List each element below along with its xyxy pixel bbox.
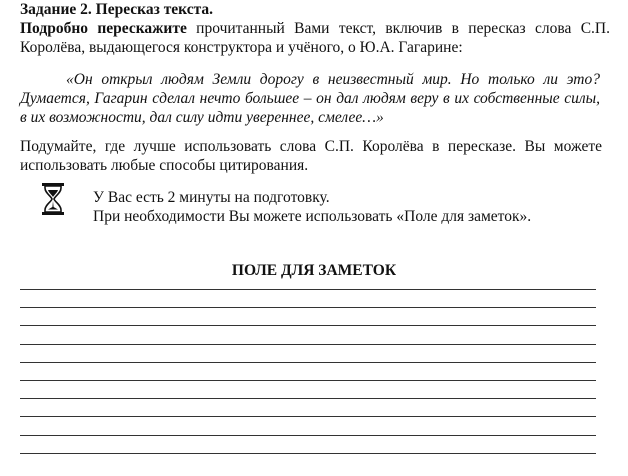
- hourglass-icon: [40, 182, 66, 216]
- timer-note: [93, 188, 531, 226]
- notes-line: [20, 398, 596, 399]
- notes-field[interactable]: [20, 289, 596, 471]
- notes-line: [20, 362, 596, 363]
- instruction-emphasis: Подробно перескажите: [20, 20, 187, 37]
- timer-line-notes: При необходимости Вы можете использовать «Поле для заметок».: [93, 208, 532, 225]
- citation-note: Подумайте, где лучше использовать слова С.П. Королёва в пересказе. Вы можете использовать любые способы цитирования.: [20, 138, 602, 174]
- notes-line: [20, 307, 596, 308]
- notes-line: [20, 380, 596, 381]
- timer-line-preparation: У Вас есть 2 минуты на подготовку.: [93, 189, 330, 206]
- notes-line: [20, 416, 596, 417]
- task-instruction: [20, 19, 610, 57]
- notes-line: [20, 344, 596, 345]
- notes-line: [20, 325, 596, 326]
- notes-field-heading: ПОЛЕ ДЛЯ ЗАМЕТОК: [231, 262, 397, 279]
- notes-line: [20, 289, 596, 290]
- notes-line: [20, 453, 596, 454]
- notes-line: [20, 435, 596, 436]
- instruction-text: прочитанный Вами текст, включив в пересказ слова С.П. Королёва, выдающегося конструктора и учёного, о Ю.А. Гагарине:: [20, 20, 610, 56]
- task-title: Задание 2. Пересказ текста.: [20, 1, 214, 18]
- korolev-quote: «Он открыл людям Земли дорогу в неизвестный мир. Но только ли это? Думается, Гагарин сделал нечто большее – он дал людям веру в их собственные силы, в их возможности, дал силу идти увереннее, смелее…»: [20, 71, 600, 126]
